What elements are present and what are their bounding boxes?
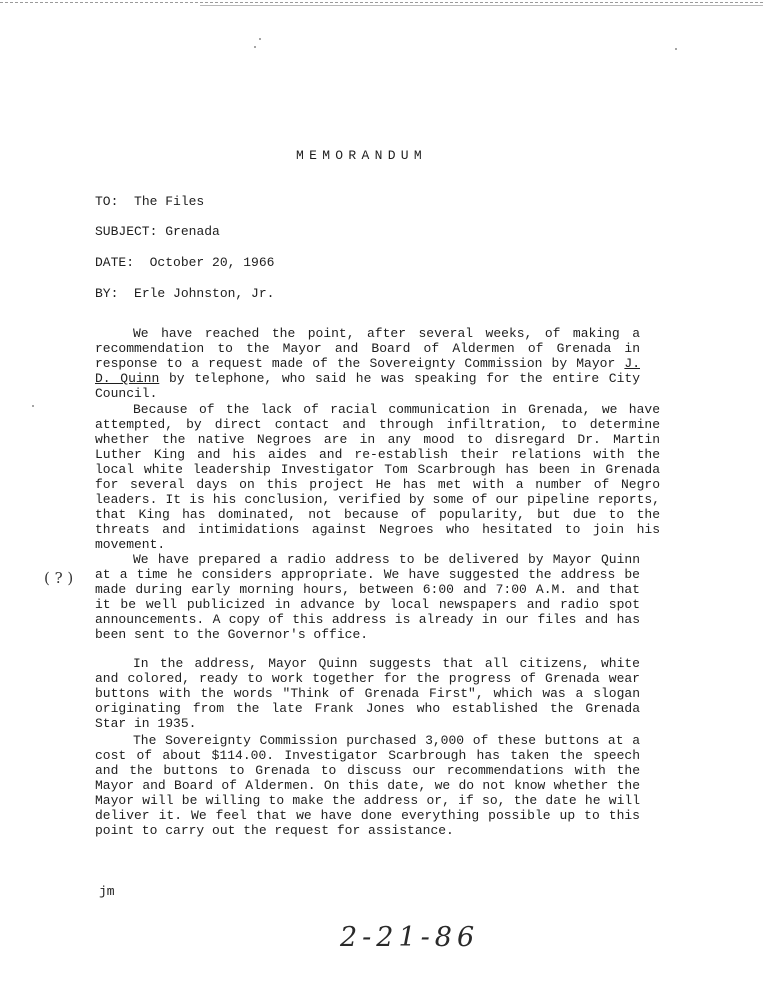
- date-label: DATE:: [95, 255, 135, 270]
- mayor-name: J. D. Quinn: [95, 356, 640, 386]
- to-line: [95, 194, 204, 209]
- subject-value: Grenada: [165, 224, 220, 239]
- date-value: October 20, 1966: [149, 255, 275, 270]
- scan-speck: [32, 405, 34, 407]
- top-scan-edge-dashed: [0, 2, 763, 3]
- scan-speck: [259, 38, 261, 40]
- paragraph-2: [95, 402, 660, 552]
- paragraph-4-text: In the address, Mayor Quinn suggests that all citizens, white and colored, ready to work together for the progress of Grenada wear buttons with the words "Think of Grenada First", which was a slogan originating from the late Frank Jones who established the Grenada Star in 1935.: [95, 656, 640, 731]
- by-line: [95, 286, 274, 301]
- typist-initials: jm: [99, 884, 115, 899]
- top-scan-edge-line: [200, 5, 763, 6]
- margin-annotation: ( ? ): [44, 569, 74, 587]
- to-label: TO:: [95, 194, 119, 209]
- paragraph-1-text-a: We have reached the point, after several weeks, of making a recommendation to the Mayor and Board of Aldermen of Grenada in response to a request made of the Sovereignty Commission by Mayor: [95, 326, 640, 371]
- subject-line: [95, 224, 220, 239]
- paragraph-1: [95, 326, 640, 401]
- paragraph-4: [95, 656, 640, 731]
- paragraph-1-text-b: by telephone, who said he was speaking for the entire City Council.: [95, 371, 640, 401]
- handwritten-date: 2-21-86: [340, 922, 480, 953]
- paragraph-3-text: We have prepared a radio address to be delivered by Mayor Quinn at a time he considers appropriate. We have suggested the address be made during early morning hours, between 6:00 and 7:00 A.M. and that it be well publicized in advance by local newspapers and radio spot announcements. A copy of this address is already in our files and has been sent to the Governor's office.: [95, 552, 640, 642]
- paragraph-3: [95, 552, 640, 642]
- paragraph-5-text: The Sovereignty Commission purchased 3,000 of these buttons at a cost of about $114.00. Investigator Scarbrough has taken the speech and the buttons to Grenada to discuss our recommendations with the Mayor and Board of Aldermen. On this date, we do not know whether the Mayor will be willing to make the address or, if so, the date he will deliver it. We feel that we have done everything possible up to this point to carry out the request for assistance.: [95, 733, 640, 838]
- memo-title: MEMORANDUM: [296, 148, 428, 163]
- by-label: BY:: [95, 286, 119, 301]
- scan-speck: [675, 48, 677, 50]
- paragraph-5: [95, 733, 640, 838]
- paragraph-2-text: Because of the lack of racial communication in Grenada, we have attempted, by direct contact and through infiltration, to determine whether the native Negroes are in any mood to disregard Dr. Martin Luther King and his aides and re-establish their relations with the local white leadership Investigator Tom Scarbrough has been in Grenada for several days on this project He has met with a number of Negro leaders. It is his conclusion, verified by some of our pipeline reports, that King has dominated, not because of popularity, but due to the threats and intimidations against Negroes who hesitated to join his movement.: [95, 402, 660, 552]
- date-line: [95, 255, 274, 270]
- by-value: Erle Johnston, Jr.: [134, 286, 275, 301]
- to-value: The Files: [134, 194, 205, 209]
- subject-label: SUBJECT:: [95, 224, 158, 239]
- scan-speck: [254, 46, 256, 48]
